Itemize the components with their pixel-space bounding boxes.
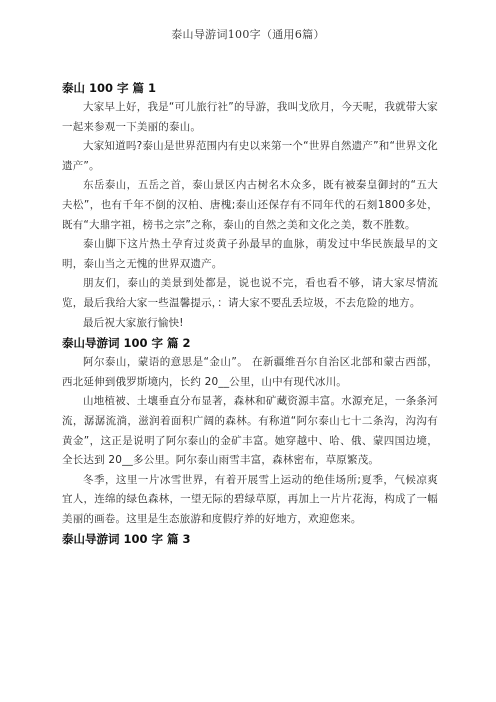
paragraph: 东岳泰山，五岳之首，泰山景区内古树名木众多，既有被秦皇御封的“五大夫松”，也有千年不倒的汉柏、唐槐;泰山还保存有不同年代的石刻1800多处，既有“大鼎字祖，榜书之宗”之称，泰山的自然之美和文化之美，数不胜数。: [62, 179, 438, 231]
section-heading: 泰山导游词 100 字 篇 3: [62, 532, 191, 547]
paragraph: 大家知道吗?泰山是世界范围内有史以来第一个“世界自然遗产”和“世界文化遗产”。: [62, 140, 438, 172]
section-heading: 泰山导游词 100 字 篇 2: [62, 336, 191, 351]
paragraph: 朋友们，泰山的美景到处都是，说也说不完，看也看不够，请大家尽情流览，最后我给大家一些温馨提示，：请大家不要乱丢垃圾，不去危险的地方。: [62, 277, 438, 309]
document-body: [62, 78, 438, 549]
paragraph: 最后祝大家旅行愉快!: [83, 316, 184, 329]
paragraph: 阿尔泰山，蒙语的意思是“金山”。 在新疆维吾尔自治区北部和蒙古西部，西北延伸到俄罗斯境内，长约 20__公里，山中有现代冰川。: [62, 356, 438, 388]
document-title: 泰山导游词100字（通用6篇）: [171, 28, 325, 41]
section-heading: 泰山 100 字 篇 1: [62, 81, 157, 95]
paragraph: 山地植被、土壤垂直分布显著，森林和矿藏资源丰富。水源充足，一条条河流，潺潺流淌，滋润着面积广阔的森林。有称道“阿尔泰山七十二条沟，沟沟有黄金”，这正是说明了阿尔泰山的金矿丰富。她穿越中、哈、俄、蒙四国边境，全长达到 20__多公里。阿尔泰山雨雪丰富，森林密布，草原繁茂。: [62, 395, 438, 467]
paragraph: 泰山脚下这片热土孕育过炎黄子孙最早的血脉，萌发过中华民族最早的文明，泰山当之无愧的世界双遗产。: [62, 238, 438, 270]
section-1: [62, 78, 438, 333]
paragraph: 冬季，这里一片冰雪世界，有着开展雪上运动的绝佳场所;夏季，气候凉爽宜人，连绵的绿色森林，一望无际的碧绿草原，再加上一片片花海，构成了一幅美丽的画卷。这里是生态旅游和度假疗养的好地方，欢迎您来。: [62, 473, 438, 525]
section-2: [62, 333, 438, 529]
paragraph: 大家早上好，我是“可儿旅行社”的导游，我叫戈欣月，今天呢，我就带大家一起来参观一下美丽的泰山。: [62, 101, 438, 133]
section-3: [62, 529, 438, 549]
